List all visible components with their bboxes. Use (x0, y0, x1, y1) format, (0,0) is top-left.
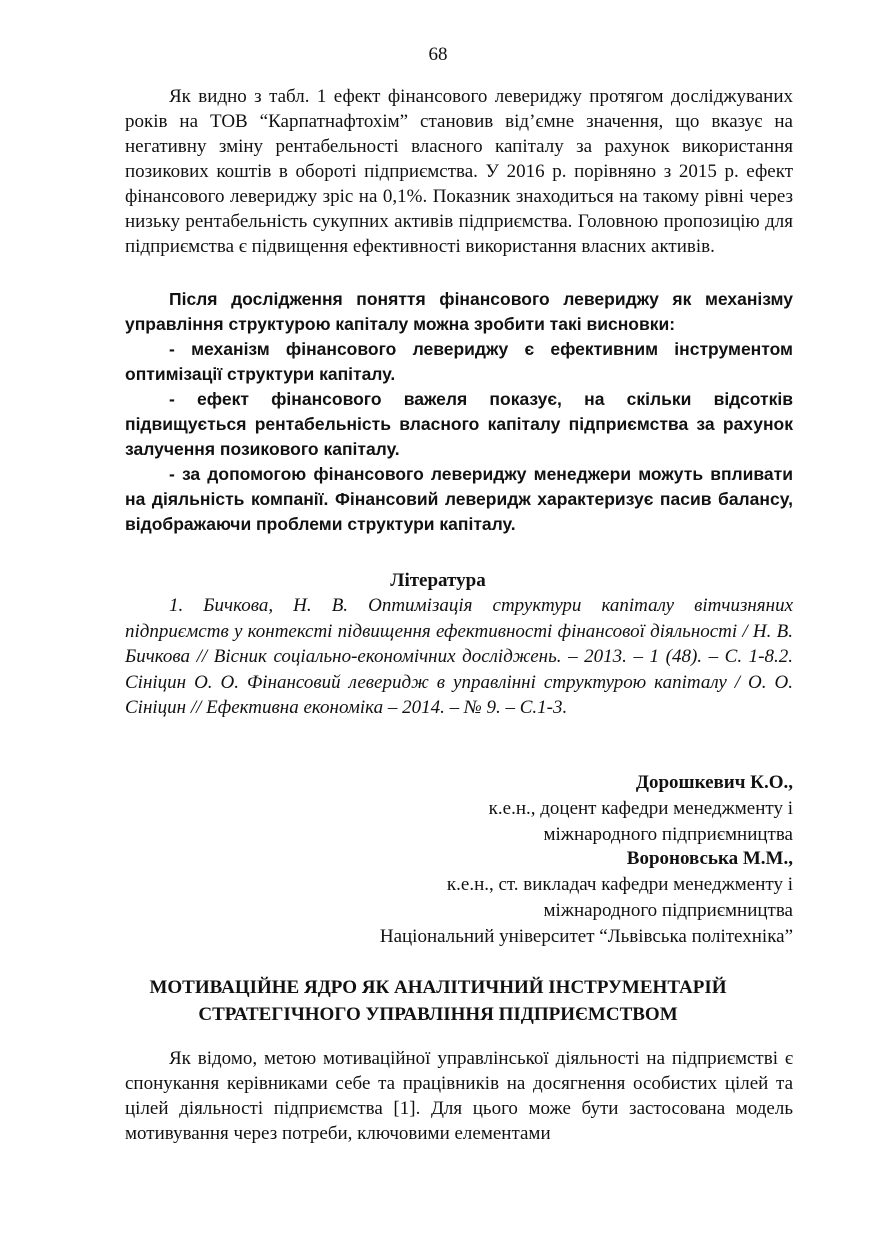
author-name: Дорошкевич К.О., (635, 772, 793, 793)
author-block-1 (489, 770, 793, 848)
literature-heading: Література (390, 570, 486, 591)
author-title: міжнародного підприємництва (543, 824, 793, 845)
intro-paragraph-block (125, 84, 793, 259)
conclusions-block (125, 287, 793, 537)
literature-entry: 1. Бичкова, Н. В. Оптимізація структури капіталу вітчизняних підприємств у контексті підвищення ефективності фінансової діяльності / Н. В. Бичкова // Вісник соціально-економічних досліджень. – 2013. – 1 (48). – С. 1-8.2. Сініцин О. О. Фінансовий леверидж в управлінні структурою капіталу / О. О. Сініцин // Ефективна економіка – 2014. – № 9. – С.1-3. (125, 595, 793, 718)
author-title: к.е.н., доцент кафедри менеджменту і (488, 798, 793, 819)
conclusion-item: - за допомогою фінансового левериджу менеджери можуть впливати на діяльність компанії. Фінансовий леверидж характеризує пасив балансу, відображаючи проблеми структури капіталу. (125, 464, 793, 534)
affiliation: Національний університет “Львівська політехніка” (379, 926, 793, 947)
article-title (0, 974, 876, 1028)
conclusion-item: - ефект фінансового важеля показує, на скільки відсотків підвищується рентабельність власного капіталу підприємства за рахунок залучення позикового капіталу. (125, 389, 793, 459)
article-title-line-2: СТРАТЕГІЧНОГО УПРАВЛІННЯ ПІДПРИЄМСТВОМ (198, 1004, 678, 1025)
page-number: 68 (428, 44, 448, 65)
article-intro-paragraph: Як відомо, метою мотиваційної управлінської діяльності на підприємстві є спонукання керівниками себе та працівників на досягнення особистих цілей та цілей діяльності підприємства [1]. Для цього може бути застосована модель мотивування через потреби, ключовими елементами (125, 1048, 793, 1144)
author-title: к.е.н., ст. викладач кафедри менеджменту і (446, 874, 793, 895)
author-name: Вороновська М.М., (626, 848, 793, 869)
intro-paragraph: Як видно з табл. 1 ефект фінансового левериджу протягом досліджуваних років на ТОВ “Карпатнафтохім” становив від’ємне значення, що вказує на негативну зміну рентабельності власного капіталу за рахунок використання позикових коштів в обороті підприємства. У 2016 р. порівняно з 2015 р. ефект фінансового левериджу зріс на 0,1%. Показник знаходиться на такому рівні через низьку рентабельність сукупних активів підприємства. Головною пропозицію для підприємства є підвищення ефективності використання власних активів. (125, 86, 793, 257)
conclusion-item: - механізм фінансового левериджу є ефективним інструментом оптимізації структури капіталу. (125, 339, 793, 384)
article-title-line-1: МОТИВАЦІЙНЕ ЯДРО ЯК АНАЛІТИЧНИЙ ІНСТРУМЕНТАРІЙ (149, 977, 727, 998)
author-title: міжнародного підприємництва (543, 900, 793, 921)
author-block-2 (380, 846, 793, 950)
conclusions-lead: Після дослідження поняття фінансового левериджу як механізму управління структурою капіталу можна зробити такі висновки: (125, 289, 793, 334)
article-intro-block (125, 1046, 793, 1146)
